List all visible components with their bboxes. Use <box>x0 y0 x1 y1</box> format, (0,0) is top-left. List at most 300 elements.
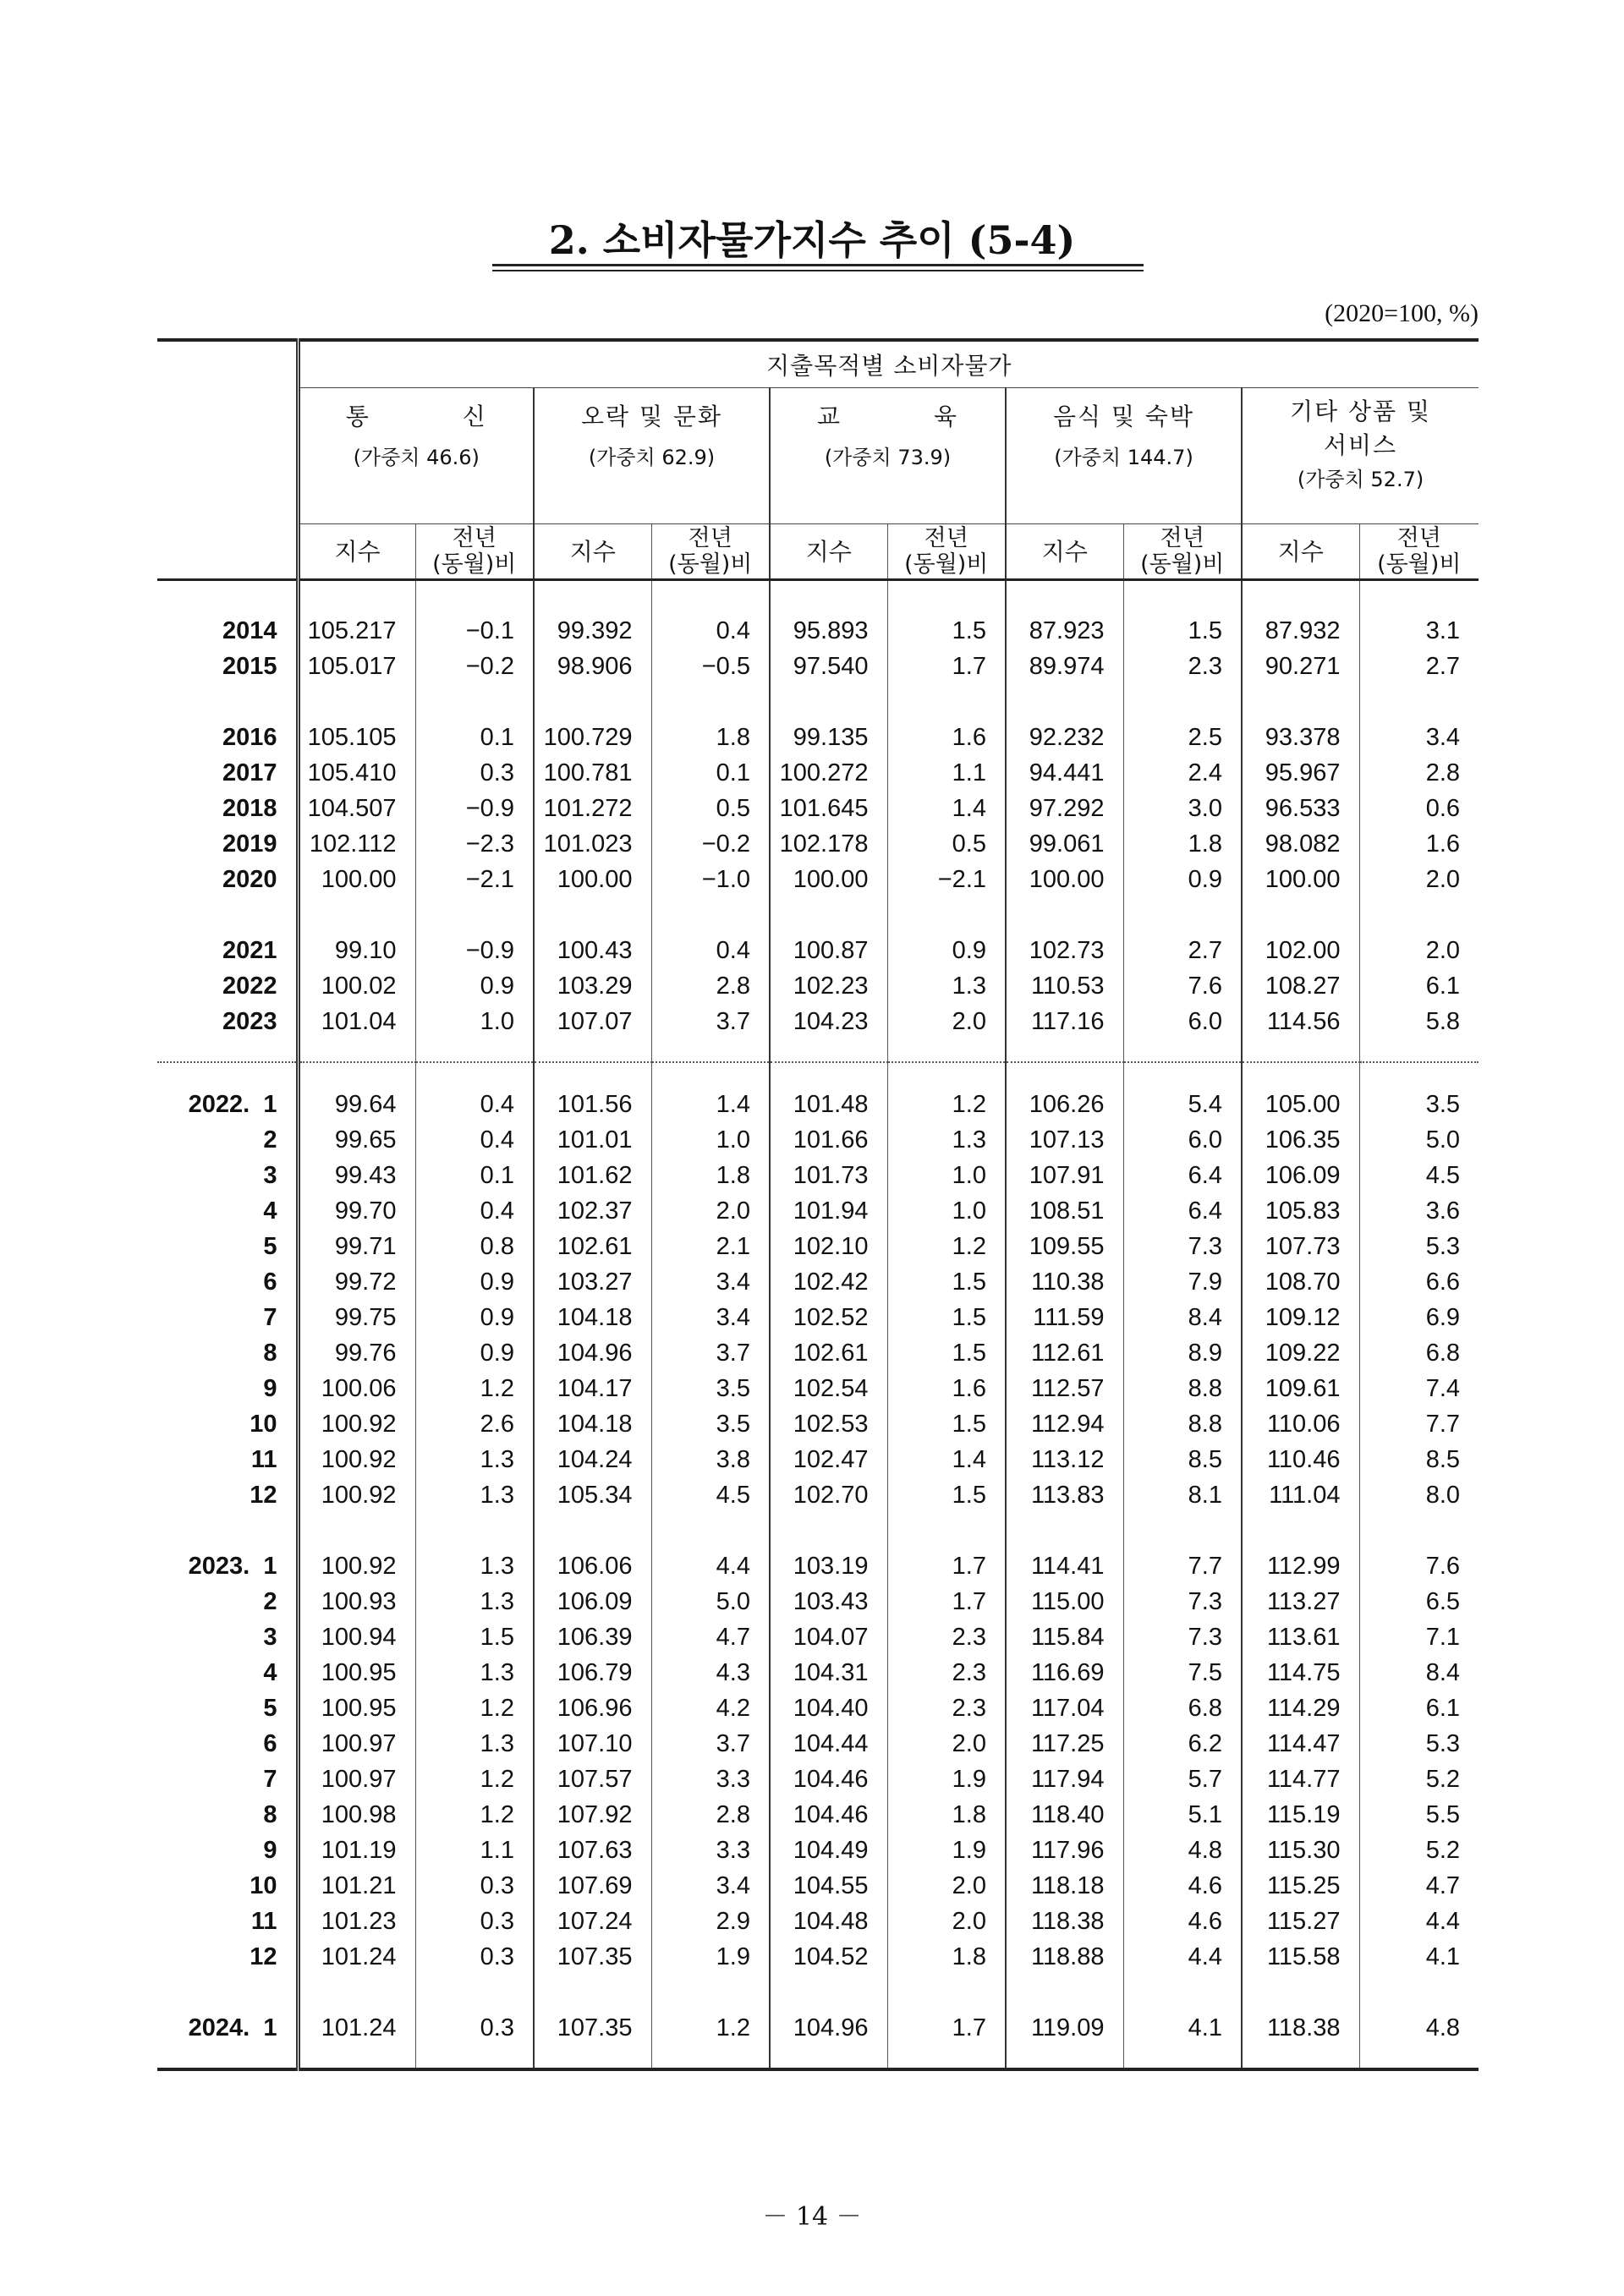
index-value: 99.70 <box>334 1197 397 1225</box>
yoy-change-value: 4.3 <box>651 1655 770 1690</box>
index-value: 90.271 <box>1242 649 1359 684</box>
index-value: 104.55 <box>770 1868 887 1904</box>
index-value: 98.906 <box>534 649 651 684</box>
yoy-change-value: 1.8 <box>887 1797 1006 1833</box>
index-value: 104.96 <box>770 2010 887 2046</box>
index-value: 101.21 <box>321 1871 397 1899</box>
yoy-change-value: 1.8 <box>1123 826 1242 862</box>
index-value: 117.94 <box>1006 1762 1123 1797</box>
yoy-change-column-header <box>651 524 770 580</box>
category-header-misc <box>1242 388 1479 524</box>
category-name-line2: 서비스 <box>1323 431 1398 459</box>
index-value: 100.93 <box>321 1587 397 1615</box>
yoy-change-value: 3.7 <box>651 1335 770 1371</box>
yoy-change-value: 3.5 <box>651 1371 770 1406</box>
row-label: 7 <box>157 1300 298 1335</box>
index-value: 102.10 <box>770 1229 887 1264</box>
category-weight: (가중치 46.6) <box>353 446 480 469</box>
yoy-header-line2: (동월)비 <box>904 551 989 578</box>
yoy-change-value: 1.2 <box>415 1371 534 1406</box>
row-label: 9 <box>157 1371 298 1406</box>
row-label: 2022 <box>157 968 298 1004</box>
yoy-change-value: 0.3 <box>415 1904 534 1939</box>
index-value: 114.29 <box>1242 1690 1359 1726</box>
yoy-change-value: 0.1 <box>651 755 770 791</box>
yoy-change-value: 0.5 <box>887 826 1006 862</box>
index-value: 117.96 <box>1006 1833 1123 1868</box>
index-value: 107.91 <box>1006 1158 1123 1193</box>
index-value: 113.12 <box>1006 1442 1123 1477</box>
index-value: 101.24 <box>321 2014 397 2041</box>
yoy-change-value: 1.4 <box>887 791 1006 826</box>
yoy-change-value: 1.5 <box>1123 613 1242 649</box>
row-label: 9 <box>157 1833 298 1868</box>
table-row <box>157 791 1479 826</box>
yoy-change-value: 0.9 <box>415 968 534 1004</box>
yoy-change-value: 2.7 <box>1123 933 1242 968</box>
index-value: 106.96 <box>534 1690 651 1726</box>
yoy-change-value: 2.8 <box>651 968 770 1004</box>
yoy-change-column-header <box>415 524 534 580</box>
yoy-change-value: 2.0 <box>1359 933 1479 968</box>
yoy-change-value: 3.8 <box>651 1442 770 1477</box>
yoy-change-value: 8.1 <box>1123 1477 1242 1513</box>
yoy-change-value: 1.2 <box>415 1797 534 1833</box>
yoy-change-value: 5.3 <box>1359 1229 1479 1264</box>
yoy-change-value: 0.1 <box>415 720 534 755</box>
yoy-change-value: 1.6 <box>887 1371 1006 1406</box>
yoy-change-value: 0.3 <box>415 2010 534 2046</box>
yoy-change-value: 1.2 <box>887 1087 1006 1122</box>
spacer-row <box>157 684 1479 720</box>
yoy-change-value: 1.3 <box>415 1655 534 1690</box>
index-value: 102.47 <box>770 1442 887 1477</box>
index-value: 102.23 <box>770 968 887 1004</box>
index-value: 99.135 <box>770 720 887 755</box>
row-label: 2023 <box>157 1004 298 1039</box>
index-value: 115.00 <box>1006 1584 1123 1619</box>
yoy-change-value: 7.6 <box>1123 968 1242 1004</box>
index-value: 99.76 <box>334 1339 397 1367</box>
index-value: 102.70 <box>770 1477 887 1513</box>
page-number: － 14 － <box>762 2202 862 2232</box>
index-value: 94.441 <box>1006 755 1123 791</box>
index-value: 114.56 <box>1242 1004 1359 1039</box>
index-value: 100.92 <box>321 1410 397 1438</box>
yoy-change-value: 3.3 <box>651 1833 770 1868</box>
yoy-change-value: 0.4 <box>651 613 770 649</box>
yoy-change-value: 1.3 <box>887 1122 1006 1158</box>
index-value: 110.38 <box>1006 1264 1123 1300</box>
yoy-change-value: 8.4 <box>1359 1655 1479 1690</box>
yoy-change-value: 1.7 <box>887 1548 1006 1584</box>
yoy-change-value: 0.3 <box>415 1868 534 1904</box>
index-value: 100.02 <box>321 972 397 1000</box>
yoy-change-value: 3.4 <box>1359 720 1479 755</box>
yoy-change-value: 6.9 <box>1359 1300 1479 1335</box>
category-header-communication <box>298 388 534 524</box>
index-value: 106.09 <box>1242 1158 1359 1193</box>
dotted-separator <box>157 1039 1479 1062</box>
yoy-change-value: 4.1 <box>1359 1939 1479 1975</box>
yoy-change-column-header <box>1359 524 1479 580</box>
title-underline <box>492 264 1144 266</box>
index-value: 110.46 <box>1242 1442 1359 1477</box>
index-value: 112.57 <box>1006 1371 1123 1406</box>
yoy-change-value: 3.3 <box>651 1762 770 1797</box>
index-value: 115.25 <box>1242 1868 1359 1904</box>
yoy-change-value: 3.4 <box>651 1264 770 1300</box>
index-value: 114.77 <box>1242 1762 1359 1797</box>
index-value: 87.923 <box>1006 613 1123 649</box>
index-value: 104.40 <box>770 1690 887 1726</box>
table-row <box>157 1939 1479 1975</box>
row-label: 2 <box>157 1584 298 1619</box>
table-row <box>157 1300 1479 1335</box>
yoy-change-value: 1.3 <box>415 1548 534 1584</box>
row-label: 2 <box>157 1122 298 1158</box>
row-label: 5 <box>157 1229 298 1264</box>
index-value: 105.410 <box>307 759 397 786</box>
yoy-change-value: −0.2 <box>651 826 770 862</box>
index-value: 115.58 <box>1242 1939 1359 1975</box>
yoy-change-value: 5.4 <box>1123 1087 1242 1122</box>
table-row <box>157 862 1479 897</box>
yoy-change-value: 5.3 <box>1359 1726 1479 1762</box>
yoy-change-value: 1.7 <box>887 1584 1006 1619</box>
yoy-change-value: −2.3 <box>415 826 534 862</box>
yoy-change-value: 4.5 <box>1359 1158 1479 1193</box>
yoy-change-value: 2.3 <box>1123 649 1242 684</box>
index-value: 97.540 <box>770 649 887 684</box>
yoy-change-value: 0.9 <box>415 1300 534 1335</box>
yoy-change-value: 4.6 <box>1123 1904 1242 1939</box>
row-label: 7 <box>157 1762 298 1797</box>
index-value: 102.00 <box>1242 933 1359 968</box>
spacer-row <box>157 1513 1479 1548</box>
yoy-change-value: 3.4 <box>651 1300 770 1335</box>
index-value: 104.23 <box>770 1004 887 1039</box>
index-column-header: 지수 <box>334 537 381 566</box>
row-label: 4 <box>157 1193 298 1229</box>
table-row <box>157 1122 1479 1158</box>
category-name-line1: 기타 상품 및 <box>1290 397 1432 425</box>
yoy-change-value: 0.9 <box>887 933 1006 968</box>
index-value: 104.49 <box>770 1833 887 1868</box>
table-row <box>157 968 1479 1004</box>
yoy-change-value: 0.4 <box>415 1122 534 1158</box>
yoy-change-value: −0.1 <box>415 613 534 649</box>
yoy-change-value: 7.3 <box>1123 1584 1242 1619</box>
unit-note: (2020=100, %) <box>1325 299 1479 327</box>
yoy-change-value: 1.8 <box>651 1158 770 1193</box>
yoy-change-value: −2.1 <box>415 862 534 897</box>
yoy-header-line1: 전년 <box>1396 525 1441 551</box>
index-value: 107.24 <box>534 1904 651 1939</box>
yoy-change-value: 1.0 <box>887 1193 1006 1229</box>
yoy-change-value: 1.6 <box>887 720 1006 755</box>
index-value: 104.52 <box>770 1939 887 1975</box>
yoy-change-value: 1.4 <box>651 1087 770 1122</box>
index-value: 118.38 <box>1006 1904 1123 1939</box>
index-value: 95.893 <box>770 613 887 649</box>
yoy-change-value: −0.9 <box>415 933 534 968</box>
yoy-header-line1: 전년 <box>924 525 968 551</box>
yoy-change-value: 5.2 <box>1359 1762 1479 1797</box>
row-label: 2014 <box>157 613 298 649</box>
yoy-change-value: 5.7 <box>1123 1762 1242 1797</box>
yoy-change-value: 4.4 <box>1359 1904 1479 1939</box>
index-value: 106.09 <box>534 1584 651 1619</box>
yoy-change-column-header <box>1123 524 1242 580</box>
yoy-change-value: 7.3 <box>1123 1619 1242 1655</box>
index-value: 114.75 <box>1242 1655 1359 1690</box>
table-row <box>157 1442 1479 1477</box>
index-value: 105.34 <box>534 1477 651 1513</box>
index-value: 109.22 <box>1242 1335 1359 1371</box>
index-value: 109.12 <box>1242 1300 1359 1335</box>
index-value: 114.47 <box>1242 1726 1359 1762</box>
table-row <box>157 755 1479 791</box>
yoy-change-value: 1.4 <box>887 1442 1006 1477</box>
index-value: 100.00 <box>1006 862 1123 897</box>
index-value: 116.69 <box>1006 1655 1123 1690</box>
index-value: 106.06 <box>534 1548 651 1584</box>
row-label: 2023. 1 <box>157 1548 298 1584</box>
yoy-change-value: 8.8 <box>1123 1371 1242 1406</box>
yoy-change-value: 3.7 <box>651 1004 770 1039</box>
yoy-change-value: 0.3 <box>415 755 534 791</box>
index-column-header: 지수 <box>534 524 651 580</box>
yoy-change-value: 1.1 <box>415 1833 534 1868</box>
row-label: 10 <box>157 1868 298 1904</box>
index-value: 95.967 <box>1242 755 1359 791</box>
table-row <box>157 1158 1479 1193</box>
index-value: 107.73 <box>1242 1229 1359 1264</box>
yoy-change-value: 7.5 <box>1123 1655 1242 1690</box>
table-row <box>157 933 1479 968</box>
index-value: 101.56 <box>534 1087 651 1122</box>
yoy-change-value: 0.4 <box>651 933 770 968</box>
row-label: 2021 <box>157 933 298 968</box>
yoy-change-value: 6.8 <box>1123 1690 1242 1726</box>
index-value: 113.61 <box>1242 1619 1359 1655</box>
yoy-change-value: 2.0 <box>887 1004 1006 1039</box>
yoy-change-value: 6.6 <box>1359 1264 1479 1300</box>
yoy-change-value: 1.2 <box>415 1690 534 1726</box>
yoy-change-value: 5.0 <box>651 1584 770 1619</box>
index-value: 117.25 <box>1006 1726 1123 1762</box>
index-value: 101.645 <box>770 791 887 826</box>
table-row <box>157 1797 1479 1833</box>
yoy-change-value: 3.5 <box>1359 1087 1479 1122</box>
yoy-change-value: 1.5 <box>887 1264 1006 1300</box>
index-value: 96.533 <box>1242 791 1359 826</box>
index-value: 93.378 <box>1242 720 1359 755</box>
index-value: 99.71 <box>334 1232 397 1260</box>
table-row <box>157 826 1479 862</box>
index-value: 108.27 <box>1242 968 1359 1004</box>
yoy-change-value: 2.9 <box>651 1904 770 1939</box>
row-label: 10 <box>157 1406 298 1442</box>
yoy-change-value: 6.1 <box>1359 1690 1479 1726</box>
index-value: 103.29 <box>534 968 651 1004</box>
yoy-change-value: 2.4 <box>1123 755 1242 791</box>
index-value: 109.61 <box>1242 1371 1359 1406</box>
row-label: 2018 <box>157 791 298 826</box>
index-value: 115.19 <box>1242 1797 1359 1833</box>
index-value: 118.40 <box>1006 1797 1123 1833</box>
table-row <box>157 1264 1479 1300</box>
row-label: 2019 <box>157 826 298 862</box>
index-value: 115.27 <box>1242 1904 1359 1939</box>
yoy-change-value: 4.6 <box>1123 1868 1242 1904</box>
index-value: 98.082 <box>1242 826 1359 862</box>
table-row <box>157 1833 1479 1868</box>
yoy-change-value: 0.9 <box>415 1335 534 1371</box>
index-value: 112.61 <box>1006 1335 1123 1371</box>
index-value: 102.53 <box>770 1406 887 1442</box>
yoy-change-value: 3.7 <box>651 1726 770 1762</box>
row-label: 2017 <box>157 755 298 791</box>
yoy-change-value: 0.3 <box>415 1939 534 1975</box>
index-value: 100.95 <box>321 1658 397 1686</box>
row-label-header <box>157 340 298 580</box>
table-row <box>157 1868 1479 1904</box>
yoy-change-value: 1.3 <box>415 1477 534 1513</box>
yoy-change-value: 1.2 <box>651 2010 770 2046</box>
index-value: 107.07 <box>534 1004 651 1039</box>
yoy-change-value: 0.1 <box>415 1158 534 1193</box>
index-value: 118.88 <box>1006 1939 1123 1975</box>
page-title: 2. 소비자물가지수 추이 (5-4) <box>548 217 1076 263</box>
index-value: 104.44 <box>770 1726 887 1762</box>
index-value: 109.55 <box>1006 1229 1123 1264</box>
yoy-change-value: 1.0 <box>887 1158 1006 1193</box>
yoy-change-value: 1.5 <box>887 1300 1006 1335</box>
index-value: 115.30 <box>1242 1833 1359 1868</box>
index-value: 104.31 <box>770 1655 887 1690</box>
index-value: 102.37 <box>534 1193 651 1229</box>
index-value: 100.97 <box>321 1729 397 1757</box>
index-value: 100.781 <box>534 755 651 791</box>
yoy-change-value: 4.4 <box>1123 1939 1242 1975</box>
yoy-change-value: 8.8 <box>1123 1406 1242 1442</box>
yoy-change-value: 1.5 <box>887 1406 1006 1442</box>
yoy-change-value: 4.1 <box>1123 2010 1242 2046</box>
yoy-change-value: −0.2 <box>415 649 534 684</box>
yoy-change-value: 2.0 <box>887 1868 1006 1904</box>
index-value: 115.84 <box>1006 1619 1123 1655</box>
index-value: 100.98 <box>321 1800 397 1828</box>
index-value: 117.16 <box>1006 1004 1123 1039</box>
table-row <box>157 1762 1479 1797</box>
index-value: 102.112 <box>309 830 397 858</box>
yoy-change-value: 3.5 <box>651 1406 770 1442</box>
index-value: 107.13 <box>1006 1122 1123 1158</box>
index-value: 119.09 <box>1006 2010 1123 2046</box>
yoy-change-value: 1.3 <box>415 1726 534 1762</box>
row-label: 6 <box>157 1264 298 1300</box>
index-value: 103.43 <box>770 1584 887 1619</box>
row-label: 2016 <box>157 720 298 755</box>
yoy-change-value: 8.0 <box>1359 1477 1479 1513</box>
index-value: 107.35 <box>534 2010 651 2046</box>
index-value: 100.87 <box>770 933 887 968</box>
index-value: 100.00 <box>1242 862 1359 897</box>
category-name: 음식 및 숙박 <box>1052 403 1195 430</box>
index-value: 107.69 <box>534 1868 651 1904</box>
yoy-change-value: 4.2 <box>651 1690 770 1726</box>
row-label: 11 <box>157 1442 298 1477</box>
table-row <box>157 613 1479 649</box>
table-row <box>157 2010 1479 2046</box>
yoy-change-value: 5.2 <box>1359 1833 1479 1868</box>
index-value: 107.35 <box>534 1939 651 1975</box>
index-value: 102.178 <box>770 826 887 862</box>
index-value: 105.105 <box>307 723 397 751</box>
index-value: 101.272 <box>534 791 651 826</box>
index-value: 111.04 <box>1242 1477 1359 1513</box>
yoy-change-value: 1.3 <box>415 1442 534 1477</box>
index-value: 107.57 <box>534 1762 651 1797</box>
row-label: 2024. 1 <box>157 2010 298 2046</box>
yoy-change-value: 1.7 <box>887 2010 1006 2046</box>
index-value: 107.92 <box>534 1797 651 1833</box>
index-value: 100.43 <box>534 933 651 968</box>
yoy-change-value: 1.2 <box>887 1229 1006 1264</box>
yoy-change-value: 5.0 <box>1359 1122 1479 1158</box>
yoy-change-value: 3.4 <box>651 1868 770 1904</box>
index-value: 100.06 <box>321 1374 397 1402</box>
yoy-change-value: −0.9 <box>415 791 534 826</box>
index-value: 101.24 <box>321 1943 397 1970</box>
index-value: 103.19 <box>770 1548 887 1584</box>
spacer-row <box>157 2046 1479 2069</box>
index-value: 104.507 <box>307 794 397 822</box>
yoy-change-value: 1.3 <box>415 1584 534 1619</box>
table-row <box>157 1406 1479 1442</box>
yoy-change-value: 2.3 <box>887 1690 1006 1726</box>
index-value: 110.53 <box>1006 968 1123 1004</box>
index-value: 105.017 <box>307 652 397 680</box>
yoy-change-value: 2.7 <box>1359 649 1479 684</box>
index-value: 102.61 <box>770 1335 887 1371</box>
yoy-change-value: 8.5 <box>1359 1442 1479 1477</box>
index-value: 100.729 <box>534 720 651 755</box>
index-value: 100.95 <box>321 1694 397 1722</box>
yoy-change-value: 1.8 <box>887 1939 1006 1975</box>
index-value: 114.41 <box>1006 1548 1123 1584</box>
yoy-change-value: 2.6 <box>415 1406 534 1442</box>
index-value: 101.01 <box>534 1122 651 1158</box>
index-value: 99.392 <box>534 613 651 649</box>
yoy-change-value: 6.4 <box>1123 1158 1242 1193</box>
yoy-change-value: 6.2 <box>1123 1726 1242 1762</box>
index-value: 108.70 <box>1242 1264 1359 1300</box>
yoy-change-value: 1.0 <box>415 1004 534 1039</box>
index-value: 101.73 <box>770 1158 887 1193</box>
row-label: 8 <box>157 1335 298 1371</box>
table-row <box>157 1655 1479 1690</box>
index-value: 99.43 <box>334 1161 397 1189</box>
index-value: 99.061 <box>1006 826 1123 862</box>
yoy-change-value: 1.8 <box>651 720 770 755</box>
table-row <box>157 1619 1479 1655</box>
index-value: 99.65 <box>334 1126 397 1153</box>
yoy-change-value: 6.4 <box>1123 1193 1242 1229</box>
yoy-change-value: 1.5 <box>887 613 1006 649</box>
